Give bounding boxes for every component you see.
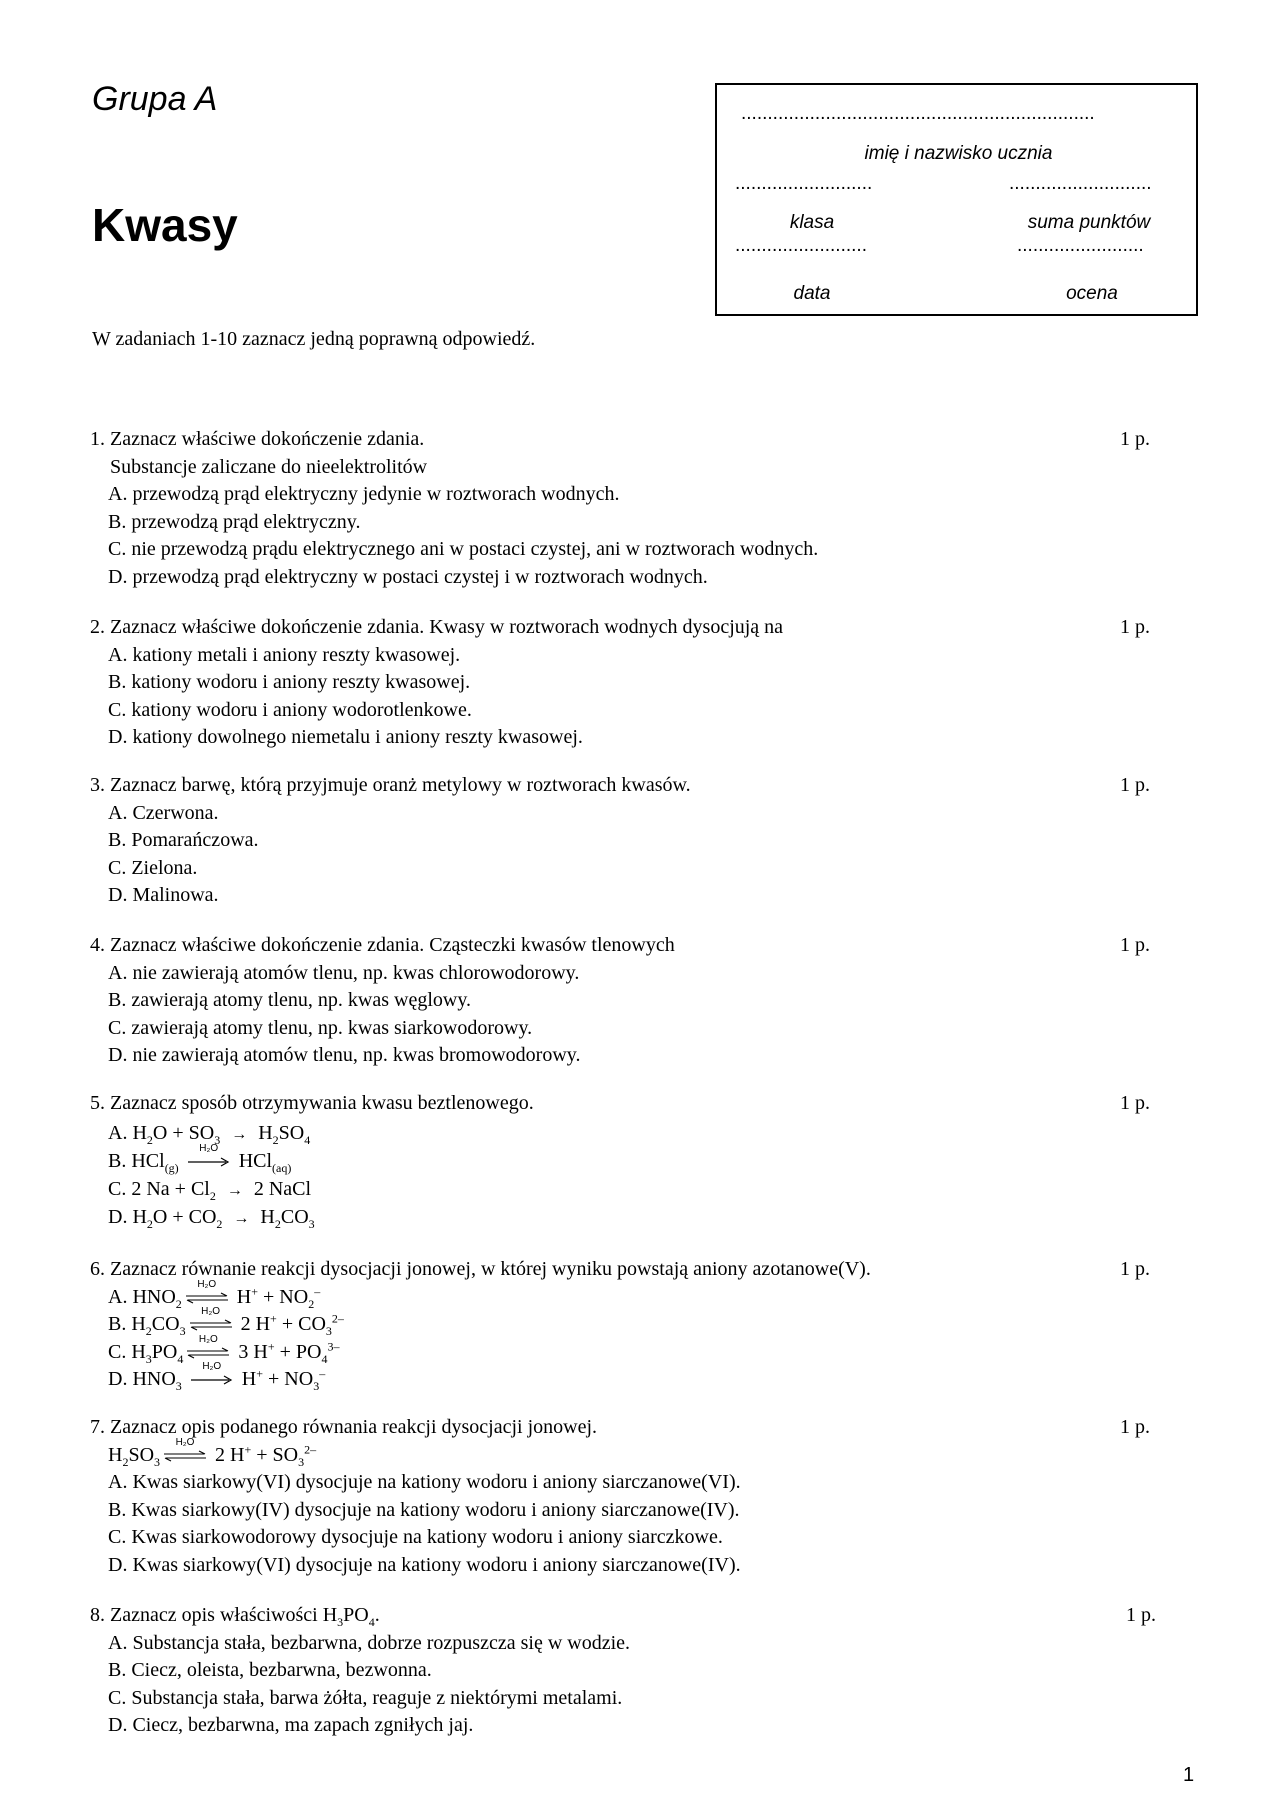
equation: $H_2SO_3$ H₂O 2 $H^+ + SO_3^{2-}$: [108, 1436, 317, 1469]
question-subtext: Substancje zaliczane do nieelektrolitów: [110, 455, 428, 478]
date-label: data: [793, 283, 831, 304]
question-text: 2. Zaznacz właściwe dokończenie zdania. Kwasy w roztworach wodnych dysocjują na: [90, 616, 784, 638]
question-3: [90, 772, 1150, 910]
equilibrium-arrow: H₂O: [187, 1345, 229, 1361]
option-d[interactable]: D. $HNO_3$ H₂O $H^+ + NO_3^-$: [108, 1361, 326, 1393]
points-badge: 1 p.: [1120, 934, 1150, 956]
points-badge: 1 p.: [1126, 1604, 1156, 1626]
equilibrium-arrow: H₂O: [186, 1290, 228, 1306]
option-a[interactable]: A. przewodzą prąd elektryczny jedynie w roztworach wodnych.: [108, 483, 620, 505]
option-d[interactable]: D. kationy dowolnego niemetalu i aniony reszty kwasowej.: [108, 726, 583, 748]
instruction: W zadaniach 1-10 zaznacz jedną poprawną odpowiedź.: [92, 328, 536, 350]
option-d[interactable]: D. przewodzą prąd elektryczny w postaci czystej i w roztworach wodnych.: [108, 565, 708, 588]
option-c[interactable]: C. 2 $Na + Cl_2 \to 2$ NaCl: [108, 1177, 312, 1203]
page-title: Kwasy: [92, 199, 238, 251]
date-field[interactable]: .........................: [735, 235, 867, 256]
question-text: 4. Zaznacz właściwe dokończenie zdania. Cząsteczki kwasów tlenowych: [90, 934, 675, 956]
equilibrium-arrow: H₂O: [164, 1448, 206, 1464]
option-c[interactable]: C. Substancja stała, barwa żółta, reaguje z niektórymi metalami.: [108, 1686, 623, 1709]
option-b[interactable]: B. $H_2CO_3$ H₂O 2 $H^+ + CO_3^{2-}$: [108, 1306, 344, 1338]
points-badge: 1 p.: [1120, 774, 1150, 796]
h2o-label: H₂O: [199, 1143, 219, 1155]
option-d[interactable]: D. Malinowa.: [108, 884, 219, 906]
points-field[interactable]: ...........................: [1009, 173, 1152, 194]
option-b[interactable]: B. Kwas siarkowy(IV) dysocjuje na kationy wodoru i aniony siarczanowe(IV).: [108, 1498, 740, 1521]
question-text: 6. Zaznacz równanie reakcji dysocjacji jonowej, w której wyniku powstają aniony azotanowe(V).: [90, 1258, 871, 1280]
grade-field[interactable]: ........................: [1017, 235, 1144, 256]
option-b[interactable]: B. kationy wodoru i aniony reszty kwasowej.: [108, 671, 471, 693]
option-c[interactable]: C. zawierają atomy tlenu, np. kwas siarkowodorowy.: [108, 1016, 533, 1039]
option-d[interactable]: D. Kwas siarkowy(VI) dysocjuje na kationy wodoru i aniony siarczanowe(IV).: [108, 1553, 741, 1576]
points-badge: 1 p.: [1120, 616, 1150, 638]
points-badge: 1 p.: [1120, 428, 1150, 450]
option-a[interactable]: A. $H_2O + SO_3 \to H_2SO_4$: [108, 1121, 311, 1147]
option-a[interactable]: A. $HNO_2$ H₂O $H^+ + NO_2^-$: [108, 1278, 321, 1311]
option-b[interactable]: B. przewodzą prąd elektryczny.: [108, 510, 361, 533]
option-b[interactable]: B. Ciecz, oleista, bezbarwna, bezwonna.: [108, 1659, 432, 1681]
points-badge: 1 p.: [1120, 1092, 1150, 1114]
option-c[interactable]: C. $H_3PO_4$ H₂O 3 $H^+ + PO_4^{3-}$: [108, 1333, 340, 1366]
option-c[interactable]: C. kationy wodoru i aniony wodorotlenkowe.: [108, 698, 472, 721]
equilibrium-arrow: H₂O: [190, 1317, 232, 1333]
question-1: [90, 426, 1150, 591]
grade-label: ocena: [1066, 283, 1118, 304]
option-d[interactable]: D. nie zawierają atomów tlenu, np. kwas bromowodorowy.: [108, 1044, 581, 1066]
option-d[interactable]: D. Ciecz, bezbarwna, ma zapach zgniłych jaj.: [108, 1714, 474, 1736]
option-a[interactable]: A. kationy metali i aniony reszty kwasowej.: [108, 643, 461, 666]
question-8: [90, 1602, 1156, 1740]
question-text: 8. Zaznacz opis właściwości $H_3PO_4$.: [90, 1604, 380, 1629]
points-badge: 1 p.: [1120, 1416, 1150, 1438]
question-text: 5. Zaznacz sposób otrzymywania kwasu beztlenowego.: [90, 1092, 534, 1114]
option-b[interactable]: B. zawierają atomy tlenu, np. kwas węglowy.: [108, 989, 472, 1011]
reaction-arrow: H₂O: [191, 1372, 233, 1388]
question-text: 3. Zaznacz barwę, którą przyjmuje oranż metylowy w roztworach kwasów.: [90, 774, 691, 796]
points-badge: 1 p.: [1120, 1258, 1150, 1280]
question-6: [90, 1256, 1150, 1394]
option-a[interactable]: A. nie zawierają atomów tlenu, np. kwas chlorowodorowy.: [108, 961, 580, 984]
class-field[interactable]: ..........................: [735, 173, 873, 194]
option-c[interactable]: C. Kwas siarkowodorowy dysocjuje na kationy wodoru i aniony siarczkowe.: [108, 1526, 723, 1548]
question-text: 1. Zaznacz właściwe dokończenie zdania.: [90, 428, 425, 450]
question-5: [90, 1090, 1150, 1233]
reaction-arrow: [188, 1143, 230, 1170]
page-number: 1: [1183, 1764, 1195, 1786]
question-7: [90, 1414, 1150, 1579]
option-c[interactable]: C. Zielona.: [108, 856, 198, 879]
option-a[interactable]: A. Substancja stała, bezbarwna, dobrze rozpuszcza się w wodzie.: [108, 1631, 631, 1654]
group-label: Grupa A: [92, 80, 218, 118]
question-4: [90, 932, 1150, 1070]
option-a[interactable]: A. Czerwona.: [108, 801, 219, 824]
question-2: [90, 614, 1150, 752]
name-field[interactable]: ...................................................................: [741, 103, 1095, 124]
option-b[interactable]: B. Pomarańczowa.: [108, 829, 259, 851]
option-b[interactable]: B. HCl$_{(g)}$ H₂O HCl$_{(aq)}$: [108, 1143, 292, 1175]
question-text: 7. Zaznacz opis podanego równania reakcji dysocjacji jonowej.: [90, 1416, 598, 1438]
points-label: suma punktów: [1027, 212, 1151, 233]
class-label: klasa: [789, 212, 835, 233]
option-a[interactable]: A. Kwas siarkowy(VI) dysocjuje na kationy wodoru i aniony siarczanowe(VI).: [108, 1471, 741, 1493]
option-c[interactable]: C. nie przewodzą prądu elektrycznego ani w postaci czystej, ani w roztworach wodnych.: [108, 538, 819, 560]
option-d[interactable]: D. $H_2O + CO_2 \to H_2CO_3$: [108, 1206, 315, 1231]
name-label: imię i nazwisko ucznia: [864, 143, 1053, 164]
student-info-box: [715, 83, 1198, 316]
